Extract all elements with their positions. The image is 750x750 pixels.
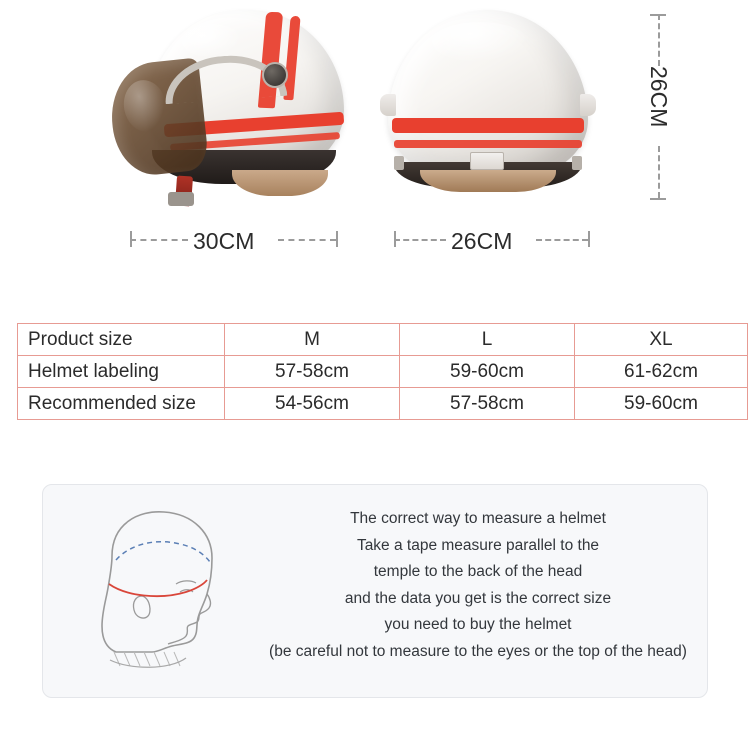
helmet-rear-left-clip <box>394 156 404 170</box>
helmet-rear-band-secondary <box>394 140 582 148</box>
table-cell: XL <box>575 324 748 356</box>
dimension-line-rear-right <box>536 239 588 241</box>
instruction-line: temple to the back of the head <box>373 563 583 580</box>
table-row-label: Helmet labeling <box>18 356 225 388</box>
helmet-side-view-image <box>112 10 344 205</box>
table-cell: 61-62cm <box>575 356 748 388</box>
table-cell: L <box>400 324 575 356</box>
helmet-rear-badge <box>470 152 504 170</box>
instruction-line: The correct way to measure a helmet <box>350 510 606 527</box>
table-row <box>18 324 748 356</box>
dimension-line-height-bottom <box>658 146 660 198</box>
helmet-visor-pivot-screw <box>262 62 288 88</box>
table-row-label: Recommended size <box>18 388 225 420</box>
helmet-rear-left-vent <box>380 94 396 116</box>
helmet-rear-view-image <box>380 10 595 200</box>
table-cell: 57-58cm <box>400 388 575 420</box>
helmet-interior-liner <box>232 170 328 196</box>
table-row <box>18 388 748 420</box>
instruction-line: (be careful not to measure to the eyes or the top of the head) <box>269 642 687 660</box>
table-cell: 57-58cm <box>225 356 400 388</box>
product-dimension-figure <box>0 0 750 300</box>
dimension-line-side-left <box>130 239 188 241</box>
instruction-line: Take a tape measure parallel to the <box>356 536 600 554</box>
measurement-instructions-text <box>258 506 698 665</box>
helmet-rear-right-vent <box>580 94 596 116</box>
helmet-rear-band-primary <box>392 118 584 133</box>
dimension-line-height-top <box>658 14 660 66</box>
dimension-tick-right-side <box>336 231 338 247</box>
table-row-label: Product size <box>18 324 225 356</box>
helmet-strap-buckle <box>168 192 194 206</box>
helmet-rear-interior-liner <box>420 170 556 192</box>
table-cell: M <box>225 324 400 356</box>
helmet-rear-gloss-highlight <box>432 22 528 62</box>
helmet-gloss-highlight <box>182 24 242 58</box>
dimension-label-rear-width: 26CM <box>451 228 513 254</box>
table-row <box>18 356 748 388</box>
dimension-line-rear-left <box>394 239 446 241</box>
instruction-line: and the data you get is the correct size <box>344 589 612 607</box>
instruction-line: you need to buy the helmet <box>384 616 572 633</box>
table-cell: 54-56cm <box>225 388 400 420</box>
size-table <box>17 323 748 420</box>
dimension-tick-right-rear <box>588 231 590 247</box>
helmet-rear-right-clip <box>572 156 582 170</box>
dimension-tick-bottom-height <box>650 198 666 200</box>
table-cell: 59-60cm <box>575 388 748 420</box>
dimension-label-rear-height: 26CM <box>646 66 672 128</box>
head-measurement-diagram-icon <box>60 500 250 680</box>
table-cell: 59-60cm <box>400 356 575 388</box>
dimension-line-side-right <box>278 239 336 241</box>
dimension-label-side-width: 30CM <box>193 228 255 254</box>
